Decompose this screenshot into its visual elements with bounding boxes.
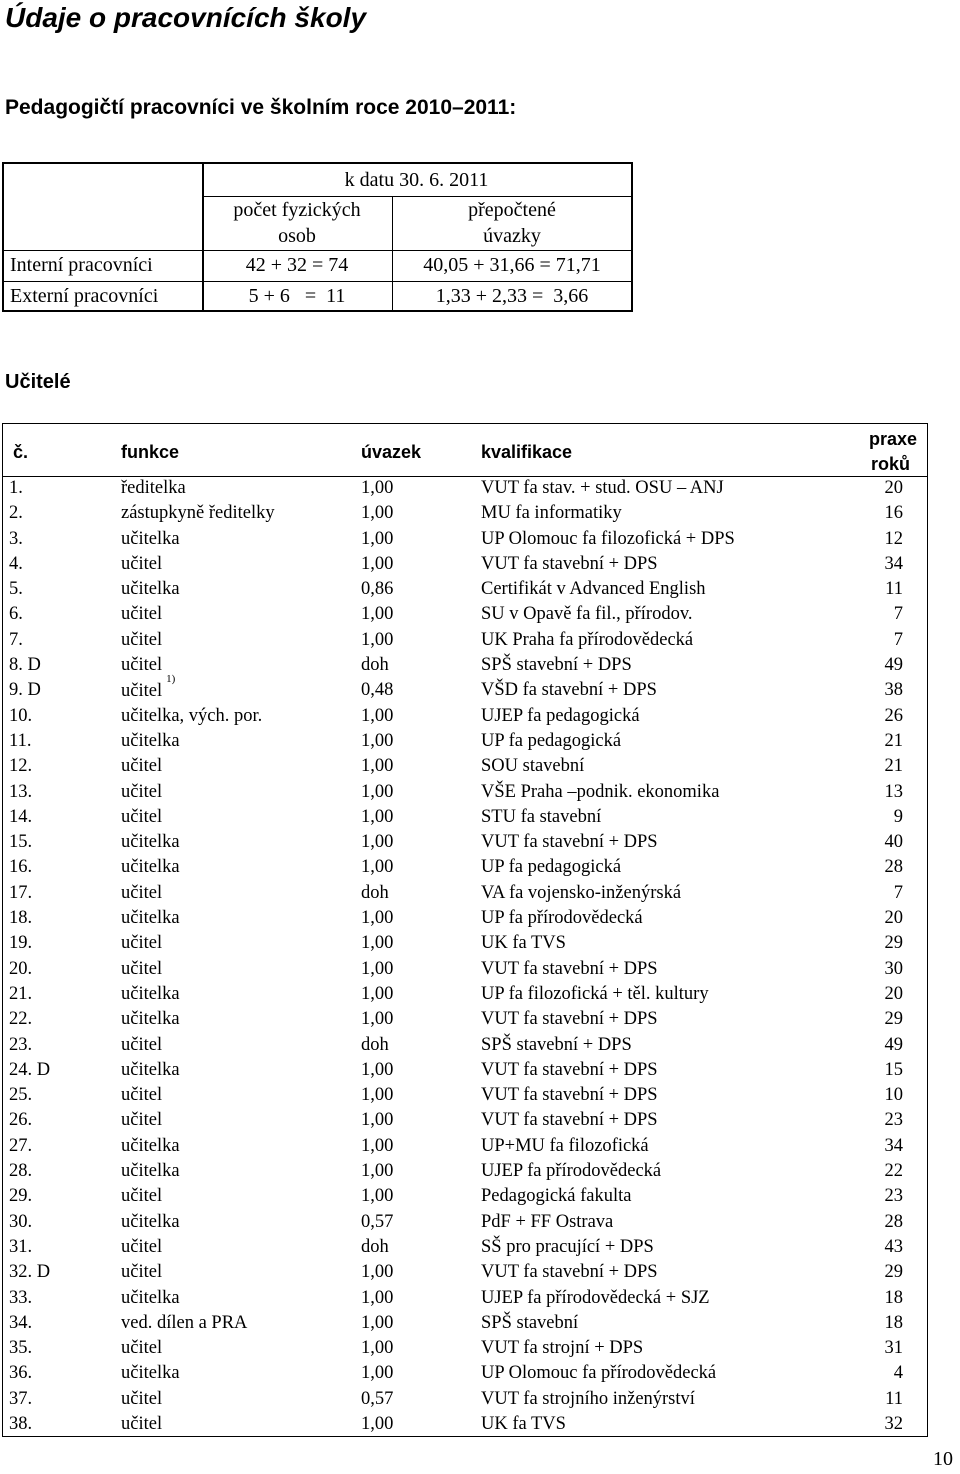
row-qualification: SU v Opavě fa fil., přírodov. [481, 604, 693, 625]
row-workload: 1,00 [361, 1338, 394, 1359]
row-number: 8. D [9, 655, 41, 676]
row-practice-years: 28 [884, 1211, 903, 1232]
row-workload: 1,00 [361, 1363, 394, 1384]
row-workload: doh [361, 1236, 389, 1257]
table-row [3, 1034, 927, 1059]
table-row [3, 1185, 927, 1210]
row-qualification: SŠ pro pracující + DPS [481, 1236, 654, 1257]
table-row [3, 781, 927, 806]
header-function: funkce [121, 442, 180, 462]
row-number: 7. [9, 629, 23, 650]
row-qualification: VA fa vojensko-inženýrská [481, 882, 682, 903]
row-workload: 1,00 [361, 933, 394, 954]
row-practice-years: 34 [884, 1135, 903, 1156]
row-qualification: VUT fa stavební + DPS [481, 832, 658, 853]
row-function: učitel [121, 933, 163, 954]
row-number: 11. [9, 730, 32, 751]
summary-row-physical: 42 + 32 = 74 [245, 254, 349, 276]
table-row [3, 831, 927, 856]
row-practice-years: 10 [884, 1085, 903, 1106]
row-function: učitelka, vých. por. [121, 705, 263, 726]
row-workload: 1,00 [361, 756, 394, 777]
summary-row-converted: 1,33 + 2,33 = 3,66 [435, 285, 589, 307]
row-number: 14. [9, 806, 33, 827]
table-row [3, 882, 927, 907]
row-qualification: MU fa informatiky [481, 503, 622, 524]
row-workload: doh [361, 1034, 389, 1055]
row-function: učitelka [121, 1009, 180, 1030]
row-practice-years: 21 [884, 756, 903, 777]
summary-table [2, 162, 633, 312]
row-function: učitel [121, 1262, 163, 1283]
row-qualification: PdF + FF Ostrava [481, 1211, 614, 1232]
row-workload: 1,00 [361, 1009, 394, 1030]
row-number: 19. [9, 933, 33, 954]
row-practice-years: 11 [885, 1388, 903, 1409]
row-function: učitel [121, 1338, 163, 1359]
table-row [3, 578, 927, 603]
row-qualification: STU fa stavební [481, 806, 602, 827]
row-practice-years: 29 [884, 1009, 903, 1030]
row-function: ředitelka [121, 478, 186, 498]
header-qualification: kvalifikace [481, 442, 573, 462]
row-workload: 1,00 [361, 730, 394, 751]
table-row [3, 1160, 927, 1185]
table-row [3, 477, 927, 502]
row-number: 25. [9, 1085, 33, 1106]
table-row [3, 1388, 927, 1413]
row-practice-years: 7 [893, 629, 903, 650]
row-function: učitel [121, 882, 163, 903]
summary-row-label: Externí pracovníci [10, 285, 159, 307]
header-practice-line2: roků [871, 454, 911, 474]
row-practice-years: 30 [884, 958, 903, 979]
summary-row-label: Interní pracovníci [10, 254, 153, 276]
row-number: 36. [9, 1363, 33, 1384]
row-practice-years: 13 [884, 781, 903, 802]
row-practice-years: 28 [884, 857, 903, 878]
row-workload: 1,00 [361, 629, 394, 650]
row-function: učitel [121, 958, 163, 979]
row-workload: 1,00 [361, 781, 394, 802]
row-practice-years: 38 [884, 680, 903, 701]
row-qualification: VUT fa stavební + DPS [481, 1009, 658, 1030]
row-number: 27. [9, 1135, 33, 1156]
row-qualification: SPŠ stavební + DPS [481, 655, 632, 676]
row-qualification: UP+MU fa filozofická [481, 1135, 649, 1156]
row-number: 18. [9, 908, 33, 929]
row-function: učitel [121, 781, 163, 802]
row-workload: 1,00 [361, 1287, 394, 1308]
row-qualification: VUT fa strojního inženýrství [481, 1388, 695, 1409]
row-function: učitel [121, 1110, 163, 1131]
row-number: 37. [9, 1388, 33, 1409]
row-number: 17. [9, 882, 33, 903]
row-number: 28. [9, 1161, 33, 1182]
row-number: 30. [9, 1211, 33, 1232]
row-qualification: SPŠ stavební [481, 1312, 579, 1333]
row-number: 38. [9, 1413, 33, 1434]
row-number: 6. [9, 604, 23, 625]
row-workload: 1,00 [361, 1186, 394, 1207]
row-number: 34. [9, 1312, 33, 1333]
row-practice-years: 29 [884, 1262, 903, 1283]
row-function: učitel [121, 1413, 163, 1434]
row-qualification: VŠE Praha –podnik. ekonomika [481, 781, 720, 802]
row-qualification: UP fa pedagogická [481, 857, 622, 878]
row-workload: 1,00 [361, 857, 394, 878]
row-number: 9. D [9, 680, 41, 701]
row-number: 32. D [9, 1262, 51, 1283]
row-number: 31. [9, 1236, 33, 1257]
row-practice-years: 18 [884, 1312, 903, 1333]
row-qualification: UJEP fa přírodovědecká + SJZ [481, 1287, 710, 1308]
summary-hline-row [4, 281, 631, 282]
row-number: 1. [9, 478, 23, 498]
row-workload: 1,00 [361, 705, 394, 726]
row-workload: doh [361, 655, 389, 676]
row-workload: 1,00 [361, 1110, 394, 1131]
row-function: učitel [121, 604, 163, 625]
row-practice-years: 49 [884, 1034, 903, 1055]
summary-date-header: k datu 30. 6. 2011 [344, 169, 489, 191]
row-function: učitelka [121, 579, 180, 600]
row-number: 21. [9, 983, 33, 1004]
table-row [3, 907, 927, 932]
row-practice-years: 12 [884, 528, 903, 549]
table-row [3, 1236, 927, 1261]
row-practice-years: 20 [884, 478, 903, 498]
row-function: učitel [121, 806, 163, 827]
table-row [3, 1413, 927, 1438]
row-number: 23. [9, 1034, 33, 1055]
row-qualification: Certifikát v Advanced English [481, 579, 706, 600]
row-function: učitelka [121, 1161, 180, 1182]
table-row [3, 932, 927, 957]
row-function [121, 673, 176, 702]
row-number: 12. [9, 756, 33, 777]
row-number: 4. [9, 553, 23, 574]
summary-row-physical: 5 + 6 = 11 [248, 285, 346, 307]
row-workload: 0,48 [361, 680, 394, 701]
table-row [3, 1312, 927, 1337]
table-row [3, 1211, 927, 1236]
summary-hline-header [4, 250, 631, 251]
table-row [3, 730, 927, 755]
row-practice-years: 21 [884, 730, 903, 751]
section-title: Pedagogičtí pracovníci ve školním roce 2010–2011: [5, 96, 517, 119]
row-number: 20. [9, 958, 33, 979]
table-row [3, 1287, 927, 1312]
row-function: učitelka [121, 857, 180, 878]
row-function: učitelka [121, 908, 180, 929]
row-practice-years: 7 [893, 604, 903, 625]
row-workload: 1,00 [361, 908, 394, 929]
row-workload: 1,00 [361, 478, 394, 498]
row-function-text: učitel [121, 681, 163, 702]
row-practice-years: 49 [884, 655, 903, 676]
row-number: 26. [9, 1110, 33, 1131]
row-workload: 1,00 [361, 503, 394, 524]
table-row [3, 654, 927, 679]
row-practice-years: 26 [884, 705, 903, 726]
row-practice-years: 22 [884, 1161, 903, 1182]
row-practice-years: 43 [884, 1236, 903, 1257]
row-qualification: UP Olomouc fa filozofická + DPS [481, 528, 735, 549]
table-row [3, 603, 927, 628]
row-practice-years: 29 [884, 933, 903, 954]
row-practice-years: 9 [893, 806, 903, 827]
row-qualification: VUT fa strojní + DPS [481, 1338, 644, 1359]
row-workload: 1,00 [361, 604, 394, 625]
page-number: 10 [933, 1448, 953, 1470]
row-workload: 1,00 [361, 958, 394, 979]
row-function: učitelka [121, 1135, 180, 1156]
row-workload: 1,00 [361, 553, 394, 574]
row-qualification: UP fa přírodovědecká [481, 908, 643, 929]
row-number: 33. [9, 1287, 33, 1308]
row-function: učitel [121, 1388, 163, 1409]
row-workload: 1,00 [361, 1262, 394, 1283]
row-practice-years: 20 [884, 983, 903, 1004]
table-row [3, 958, 927, 983]
row-practice-years: 20 [884, 908, 903, 929]
row-qualification: VUT fa stavební + DPS [481, 1262, 658, 1283]
summary-col-converted-line2: úvazky [483, 225, 541, 247]
row-number: 16. [9, 857, 33, 878]
row-workload: 1,00 [361, 1085, 394, 1106]
row-workload: 1,00 [361, 1059, 394, 1080]
row-qualification: SOU stavební [481, 756, 585, 777]
row-qualification: VUT fa stavební + DPS [481, 958, 658, 979]
row-function: učitelka [121, 1059, 180, 1080]
table-row [3, 528, 927, 553]
row-workload: 1,00 [361, 1312, 394, 1333]
row-practice-years: 31 [884, 1338, 903, 1359]
row-qualification: Pedagogická fakulta [481, 1186, 632, 1207]
row-practice-years: 16 [884, 503, 903, 524]
row-function: učitelka [121, 528, 180, 549]
row-function: učitelka [121, 1211, 180, 1232]
summary-col-physical-line1: počet fyzických [233, 199, 361, 221]
row-qualification: UK fa TVS [481, 933, 566, 954]
row-practice-years: 4 [893, 1363, 903, 1384]
row-number: 22. [9, 1009, 33, 1030]
table-row [3, 755, 927, 780]
row-number: 13. [9, 781, 33, 802]
row-qualification: UP Olomouc fa přírodovědecká [481, 1363, 717, 1384]
row-practice-years: 18 [884, 1287, 903, 1308]
row-workload: 1,00 [361, 832, 394, 853]
row-number: 10. [9, 705, 33, 726]
document-title: Údaje o pracovnících školy [5, 2, 367, 33]
summary-row-converted: 40,05 + 31,66 = 71,71 [423, 254, 601, 276]
table-row [3, 1084, 927, 1109]
header-practice-line1: praxe [869, 429, 918, 449]
row-qualification: UK Praha fa přírodovědecká [481, 629, 694, 650]
row-function: učitelka [121, 1363, 180, 1384]
row-qualification: UP fa filozofická + těl. kultury [481, 983, 709, 1004]
row-function: učitel [121, 1085, 163, 1106]
row-qualification: VUT fa stavební + DPS [481, 553, 658, 574]
teachers-table [2, 423, 928, 1437]
row-function: učitel [121, 1236, 163, 1257]
row-function: učitelka [121, 983, 180, 1004]
row-workload: 0,57 [361, 1388, 394, 1409]
row-workload: doh [361, 882, 389, 903]
row-function: učitel [121, 756, 163, 777]
row-qualification: UJEP fa přírodovědecká [481, 1161, 662, 1182]
table-row [3, 806, 927, 831]
row-workload: 0,86 [361, 579, 394, 600]
table-row [3, 553, 927, 578]
row-workload: 0,57 [361, 1211, 394, 1232]
row-qualification: UP fa pedagogická [481, 730, 622, 751]
row-practice-years: 23 [884, 1186, 903, 1207]
row-function: ved. dílen a PRA [121, 1312, 248, 1333]
table-row [3, 1362, 927, 1387]
row-function: učitelka [121, 1287, 180, 1308]
row-number: 2. [9, 503, 23, 524]
row-function: učitel [121, 655, 163, 676]
row-practice-years: 7 [893, 882, 903, 903]
row-qualification: UK fa TVS [481, 1413, 566, 1434]
teachers-rows [3, 477, 927, 1438]
row-number: 35. [9, 1338, 33, 1359]
row-workload: 1,00 [361, 1135, 394, 1156]
row-qualification: SPŠ stavební + DPS [481, 1034, 632, 1055]
row-number: 24. D [9, 1059, 51, 1080]
row-practice-years: 23 [884, 1110, 903, 1131]
table-row [3, 983, 927, 1008]
teachers-heading: Učitelé [5, 371, 71, 393]
table-row [3, 1008, 927, 1033]
row-workload: 1,00 [361, 528, 394, 549]
row-function: učitel [121, 1034, 163, 1055]
row-practice-years: 34 [884, 553, 903, 574]
row-qualification: VUT fa stavební + DPS [481, 1059, 658, 1080]
row-qualification: UJEP fa pedagogická [481, 705, 640, 726]
table-row [3, 705, 927, 730]
row-workload: 1,00 [361, 1413, 394, 1434]
row-qualification: VUT fa stavební + DPS [481, 1085, 658, 1106]
row-practice-years: 11 [885, 579, 903, 600]
table-row [3, 502, 927, 527]
row-function: učitelka [121, 730, 180, 751]
table-row [3, 1261, 927, 1286]
table-row [3, 1337, 927, 1362]
table-row [3, 673, 927, 704]
row-qualification: VUT fa stavební + DPS [481, 1110, 658, 1131]
row-function: zástupkyně ředitelky [121, 503, 275, 524]
row-number: 15. [9, 832, 33, 853]
row-number: 5. [9, 579, 23, 600]
summary-hline-date [202, 196, 631, 197]
row-function: učitelka [121, 832, 180, 853]
row-number: 3. [9, 528, 23, 549]
row-workload: 1,00 [361, 806, 394, 827]
summary-col-converted-line1: přepočtené [468, 199, 556, 221]
summary-col-physical-line2: osob [278, 225, 316, 247]
row-function: učitel [121, 629, 163, 650]
row-workload: 1,00 [361, 983, 394, 1004]
row-function: učitel [121, 553, 163, 574]
header-num: č. [13, 442, 29, 462]
header-workload: úvazek [361, 442, 422, 462]
row-practice-years: 40 [884, 832, 903, 853]
row-practice-years: 15 [884, 1059, 903, 1080]
table-row [3, 629, 927, 654]
row-qualification: VUT fa stav. + stud. OSU – ANJ [481, 478, 724, 498]
row-workload: 1,00 [361, 1161, 394, 1182]
row-function: učitel [121, 1186, 163, 1207]
row-number: 29. [9, 1186, 33, 1207]
row-practice-years: 32 [884, 1413, 903, 1434]
table-row [3, 1135, 927, 1160]
table-row [3, 856, 927, 881]
table-row [3, 1109, 927, 1134]
table-row [3, 1059, 927, 1084]
footnote-marker: 1) [166, 673, 176, 686]
row-qualification: VŠD fa stavební + DPS [481, 680, 657, 701]
